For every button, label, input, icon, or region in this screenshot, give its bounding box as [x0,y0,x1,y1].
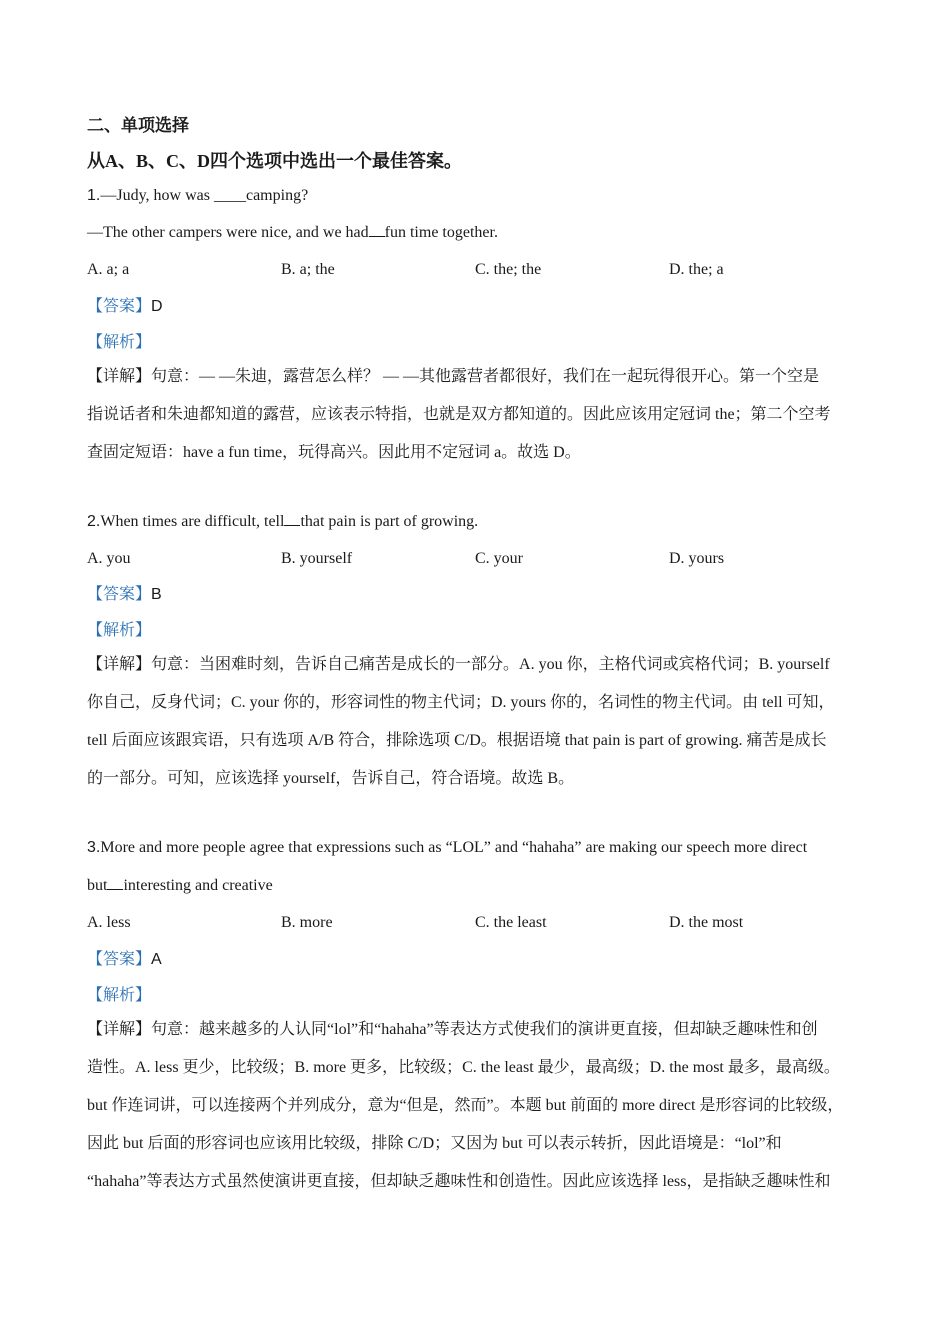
q1-detail-line1 [87,367,872,387]
q2-option-d: D. yours [669,550,725,567]
instruction: 从A、B、C、D四个选项中选出一个最佳答案。 [87,151,463,171]
q2-detail-line4: 的一部分。可知，应该选择 yourself，告诉自己，符合语境。故选 B。 [87,770,575,787]
answer-tag: 【答案】 [87,586,152,603]
detail-tag: 【详解】 [87,656,152,673]
q3-answer-line [87,950,872,970]
q2-stem [87,512,872,532]
q3-option-c: C. the least [475,914,547,931]
q2-stem-text-a: When times are difficult, tell [100,513,285,530]
q1-option-c: C. the; the [475,261,542,278]
q2-analysis-tag: 【解析】 [87,622,152,639]
q3-stem-text2a: but [87,877,108,894]
q1-option-d: D. the; a [669,261,724,278]
q2-number: 2. [87,513,101,530]
q1-detail-line2: 指说话者和朱迪都知道的露营，应该表示特指，也就是双方都知道的。因此应该用定冠词 the；第二个空考 [87,406,831,423]
q2-stem-text-b: that pain is part of growing. [300,513,479,530]
q1-option-a: A. a; a [87,261,130,278]
q3-stem-text2b: interesting and creative [123,877,273,894]
q3-blank [107,877,123,890]
q1-stem-text2b: fun time together. [384,224,498,241]
q2-detail-text1: 句意：当困难时刻，告诉自己痛苦是成长的一部分。A. you 你，主格代词或宾格代词；B. yourself [151,656,830,673]
answer-tag: 【答案】 [87,298,152,315]
q3-detail-line2: 造性。A. less 更少，比较级；B. more 更多，比较级；C. the least 最少，最高级；D. the most 最多，最高级。 [87,1059,840,1076]
q3-answer: A [151,951,162,968]
q1-answer-line [87,297,872,317]
q2-answer-line [87,585,872,605]
q1-number: 1. [87,187,101,204]
q3-stem-line1 [87,838,872,858]
q3-detail-line3: but 作连词讲，可以连接两个并列成分，意为“但是，然而”。本题 but 前面的 more direct 是形容词的比较级， [87,1097,844,1114]
q2-answer: B [151,586,162,603]
q3-number: 3. [87,839,101,856]
q1-answer: D [151,298,163,315]
q2-detail-line1 [87,655,872,675]
q3-detail-line5: “hahaha”等表达方式虽然使演讲更直接，但却缺乏趣味性和创造性。因此应该选择 less，是指缺乏趣味性和 [87,1173,831,1190]
q2-detail-line3: tell 后面应该跟宾语，只有选项 A/B 符合，排除选项 C/D。根据语境 that pain is part of growing. 痛苦是成长 [87,732,827,749]
q3-detail-line4: 因此 but 后面的形容词也应该用比较级，排除 C/D；又因为 but 可以表示转折，因此语境是：“lol”和 [87,1135,782,1152]
q1-detail-line3: 查固定短语：have a fun time，玩得高兴。因此用不定冠词 a。故选 D。 [87,444,581,461]
q2-option-c: C. your [475,550,523,567]
q2-detail-line2: 你自己，反身代词；C. your 你的，形容词性的物主代词；D. yours 你的，名词性的物主代词。由 tell 可知， [87,694,835,711]
q2-blank [284,513,300,526]
q1-blank [369,224,385,237]
q3-stem-line2 [87,876,872,896]
detail-tag: 【详解】 [87,1021,152,1038]
q3-option-b: B. more [281,914,333,931]
q3-stem-text1: More and more people agree that expressions such as “LOL” and “hahaha” are making our speech more direct [100,839,808,856]
answer-tag: 【答案】 [87,951,152,968]
q3-detail-line1 [87,1020,872,1040]
section-title: 二、单项选择 [87,116,189,136]
q3-analysis-tag: 【解析】 [87,987,152,1004]
q1-detail-text1: 句意：— —朱迪，露营怎么样？ — —其他露营者都很好，我们在一起玩得很开心。第一个空是 [151,368,820,385]
q1-analysis-tag: 【解析】 [87,334,152,351]
q1-stem-line1 [87,186,872,206]
q2-option-b: B. yourself [281,550,353,567]
q1-option-b: B. a; the [281,261,335,278]
detail-tag: 【详解】 [87,368,152,385]
q3-option-a: A. less [87,914,131,931]
q2-option-a: A. you [87,550,131,567]
q1-stem-text2a: —The other campers were nice, and we had [87,224,369,241]
q3-detail-text1: 句意：越来越多的人认同“lol”和“hahaha”等表达方式使我们的演讲更直接，但却缺乏趣味性和创 [151,1021,818,1038]
q1-stem-text1: —Judy, how was ____camping? [100,187,309,204]
q1-stem-line2 [87,223,872,243]
q3-option-d: D. the most [669,914,744,931]
